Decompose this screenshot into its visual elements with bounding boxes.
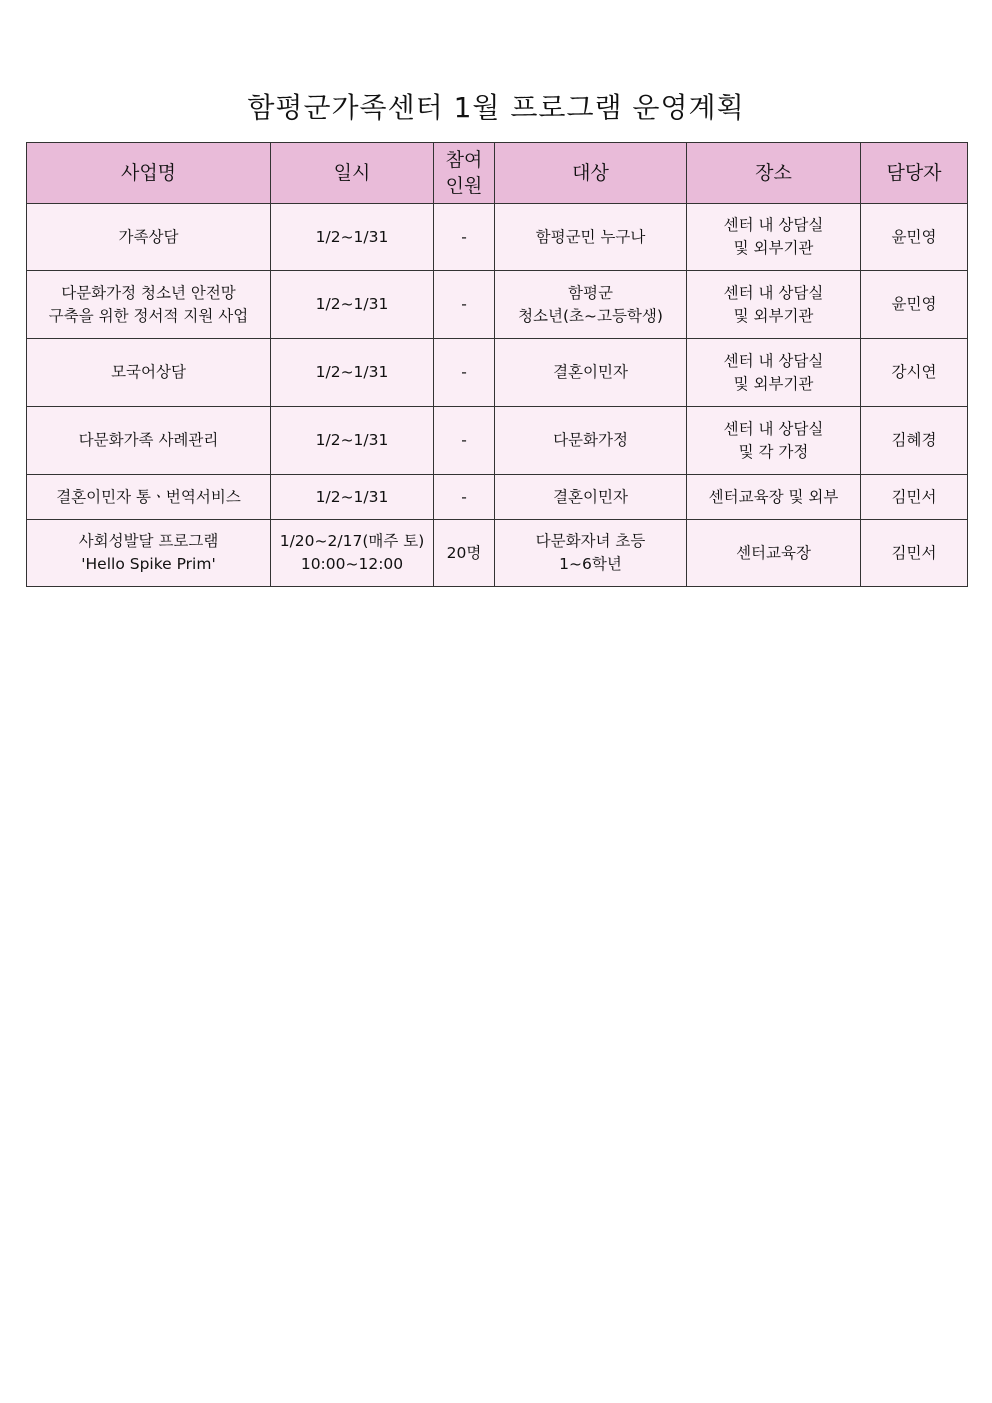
cell-manager: 김민서 xyxy=(861,475,968,520)
cell-place: 센터교육장 xyxy=(687,520,861,587)
table-row xyxy=(27,339,968,407)
column-header-participants xyxy=(434,143,495,204)
table-row xyxy=(27,271,968,339)
cell-place: 센터 내 상담실 및 외부기관 xyxy=(687,271,861,339)
column-header-place: 장소 xyxy=(687,143,861,204)
cell-participants: - xyxy=(434,407,495,475)
table-row xyxy=(27,475,968,520)
cell-program: 모국어상담 xyxy=(27,339,271,407)
cell-manager: 강시연 xyxy=(861,339,968,407)
cell-target: 함평군민 누구나 xyxy=(495,204,687,271)
cell-target: 결혼이민자 xyxy=(495,475,687,520)
cell-program: 사회성발달 프로그램 'Hello Spike Prim' xyxy=(27,520,271,587)
cell-program: 다문화가족 사례관리 xyxy=(27,407,271,475)
column-header-manager: 담당자 xyxy=(861,143,968,204)
cell-date: 1/2~1/31 xyxy=(271,271,434,339)
table-header-row xyxy=(27,143,968,204)
cell-date: 1/2~1/31 xyxy=(271,339,434,407)
cell-place: 센터 내 상담실 및 각 가정 xyxy=(687,407,861,475)
cell-place: 센터 내 상담실 및 외부기관 xyxy=(687,204,861,271)
cell-manager: 윤민영 xyxy=(861,271,968,339)
column-header-date: 일시 xyxy=(271,143,434,204)
column-header-participants-line2: 인원 xyxy=(445,175,483,197)
program-plan-table xyxy=(26,142,968,587)
cell-participants: - xyxy=(434,204,495,271)
cell-place: 센터 내 상담실 및 외부기관 xyxy=(687,339,861,407)
column-header-target: 대상 xyxy=(495,143,687,204)
cell-participants: - xyxy=(434,271,495,339)
cell-date: 1/2~1/31 xyxy=(271,475,434,520)
cell-target: 함평군 청소년(초~고등학생) xyxy=(495,271,687,339)
cell-participants: - xyxy=(434,475,495,520)
table-row xyxy=(27,204,968,271)
cell-target: 다문화가정 xyxy=(495,407,687,475)
cell-place: 센터교육장 및 외부 xyxy=(687,475,861,520)
table-row xyxy=(27,407,968,475)
column-header-program: 사업명 xyxy=(27,143,271,204)
cell-manager: 윤민영 xyxy=(861,204,968,271)
column-header-participants-line1: 참여 xyxy=(445,149,483,171)
cell-target: 결혼이민자 xyxy=(495,339,687,407)
page-title: 함평군가족센터 1월 프로그램 운영계획 xyxy=(247,91,745,124)
cell-target: 다문화자녀 초등 1~6학년 xyxy=(495,520,687,587)
cell-program: 다문화가정 청소년 안전망 구축을 위한 정서적 지원 사업 xyxy=(27,271,271,339)
cell-program: 결혼이민자 통ㆍ번역서비스 xyxy=(27,475,271,520)
cell-date: 1/20~2/17(매주 토) 10:00~12:00 xyxy=(271,520,434,587)
cell-program: 가족상담 xyxy=(27,204,271,271)
cell-participants: - xyxy=(434,339,495,407)
cell-participants: 20명 xyxy=(434,520,495,587)
cell-date: 1/2~1/31 xyxy=(271,407,434,475)
cell-date: 1/2~1/31 xyxy=(271,204,434,271)
table-row xyxy=(27,520,968,587)
cell-manager: 김혜경 xyxy=(861,407,968,475)
cell-manager: 김민서 xyxy=(861,520,968,587)
